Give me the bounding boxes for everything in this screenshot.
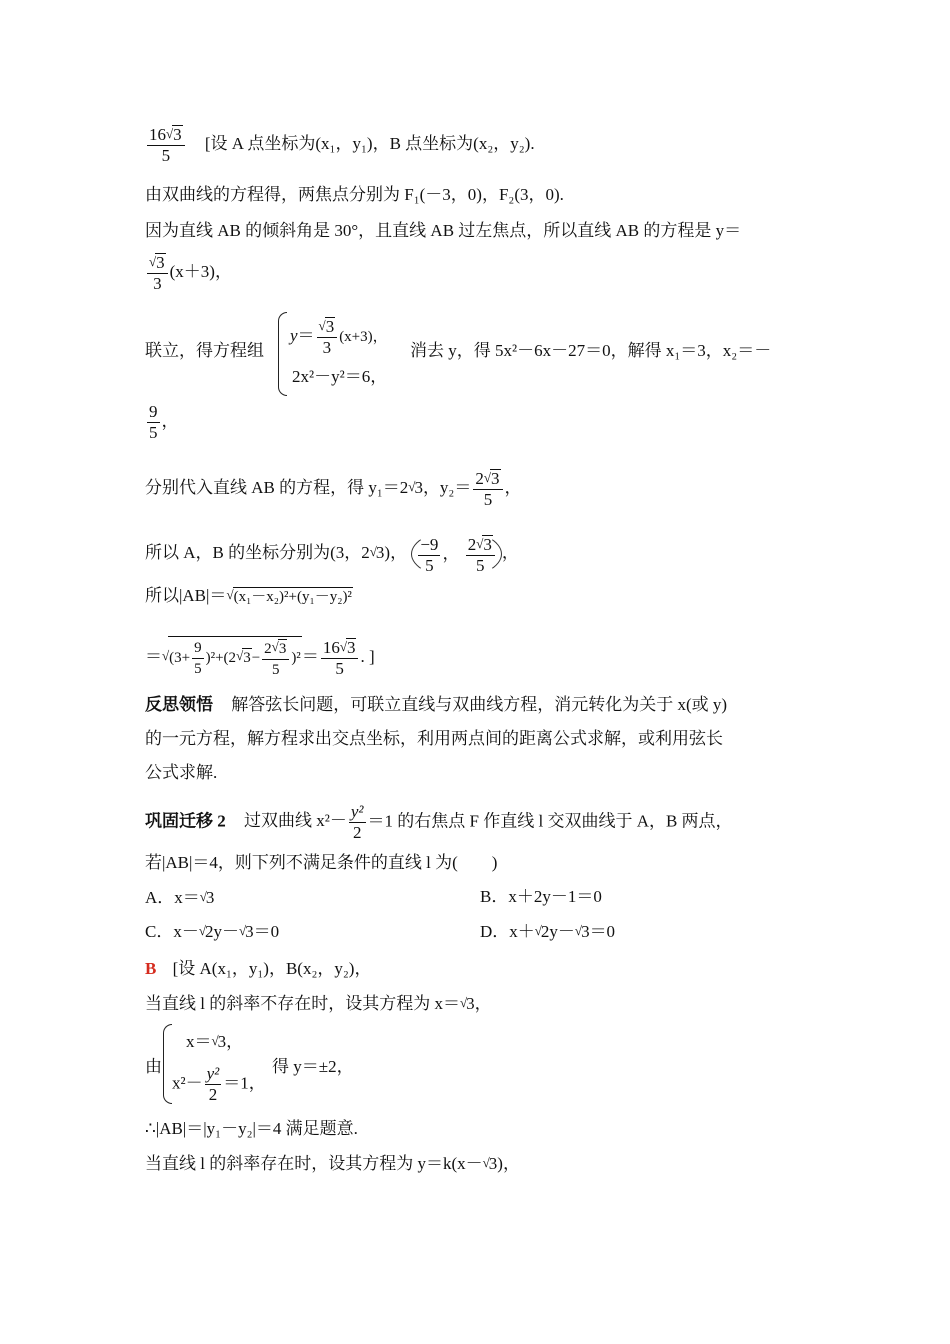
option-d: D．x＋√2y－√3＝0	[480, 922, 616, 941]
solution2-eq-after: 得 y＝±2，	[272, 1057, 354, 1076]
solution1-line2: 由双曲线的方程得，两焦点分别为 F₁(－3，0)，F₂(3，0).	[145, 185, 564, 204]
x2-value: $\frac{9}{5}$ ，	[149, 402, 179, 442]
reflection-line1: 反思领悟 解答弦长问题，可联立直线与双曲线方程，消元转化为关于 x(或 y)	[145, 695, 728, 714]
exercise-stem2: 若|AB|＝4，则下列不满足条件的直线 l 为( )	[145, 853, 498, 872]
solution2-brace	[163, 1024, 172, 1104]
substitution-line: 分别代入直线 AB 的方程，得 y₁＝2√3，y₂＝ $\frac{2√3}{5}$ ，	[145, 469, 522, 509]
coords-line: 所以 A，B 的坐标分别为(3，2√3)， $\frac{-9}{5}$ ， $\frac{2√3}{5}$ ，	[145, 530, 519, 578]
solution2-eq2: x²－ $\frac{\text{y²}}{2}$ ＝1，	[172, 1064, 266, 1104]
reflection-label: 反思领悟	[145, 695, 213, 714]
system-brace	[278, 312, 287, 396]
solution2-line2: 当直线 l 的斜率不存在时，设其方程为 x＝√3，	[145, 994, 492, 1013]
option-c: C．x－√2y－√3＝0	[145, 922, 280, 941]
solution2-answer: B	[145, 959, 157, 978]
solution1-line3: 因为直线 AB 的倾斜角是 30°，且直线 AB 过左焦点，所以直线 AB 的方程是 y＝	[145, 221, 742, 240]
option-a: A．x＝√3	[145, 888, 215, 907]
solution2-line3: ∴|AB|＝|y₁－y₂|＝4 满足题意.	[145, 1119, 358, 1138]
system-eq2: 2x²－y²＝6，	[292, 367, 388, 386]
answer-fraction: $\frac{16√3}{5}$	[147, 124, 185, 166]
solution2-you: 由	[145, 1057, 162, 1076]
system-after: 消去 y，得 5x²－6x－27＝0，解得 x₁＝3，x₂＝－	[410, 341, 772, 360]
exercise-stem1: 巩固迁移 2 过双曲线 x²－ $\frac{\text{y²}}{2}$ ＝1 的右焦点 F 作直线 l 交双曲线于 A，B 两点，	[145, 802, 733, 842]
exercise-label: 巩固迁移 2	[145, 811, 226, 831]
solution2-line1: B [设 A(x₁，y₁)，B(x₂，y₂)，	[145, 959, 372, 978]
solution1-line4: $\frac{√3}{3}$ (x＋3)，	[149, 253, 232, 293]
ab-line1: 所以|AB|＝√(x₁－x₂)²+(y₁－y₂)²	[145, 586, 352, 605]
solution2-eq1: x＝√3，	[186, 1032, 244, 1051]
solution2-line4: 当直线 l 的斜率存在时，设其方程为 y＝k(x－√3)，	[145, 1154, 520, 1173]
solution1-line1: [设 A 点坐标为(x₁，y₁)，B 点坐标为(x₂，y₂).	[204, 133, 535, 153]
system-intro: 联立，得方程组	[145, 341, 264, 360]
solution1-answer-line	[145, 124, 535, 166]
reflection-line3: 公式求解.	[145, 763, 218, 782]
option-b: B．x＋2y－1＝0	[480, 887, 602, 906]
ab-line2: ＝√(3+ $\frac{9}{5}$ )²+(2√3− $\frac{2√3}{5}$ )²＝ $\frac{16√3}{5}$ . ]	[145, 636, 375, 680]
reflection-line2: 的一元方程，解方程求出交点坐标，利用两点间的距离公式求解，或利用弦长	[145, 729, 723, 748]
system-eq1: y＝ $\frac{√3}{3}$ (x+3)，	[290, 317, 388, 357]
